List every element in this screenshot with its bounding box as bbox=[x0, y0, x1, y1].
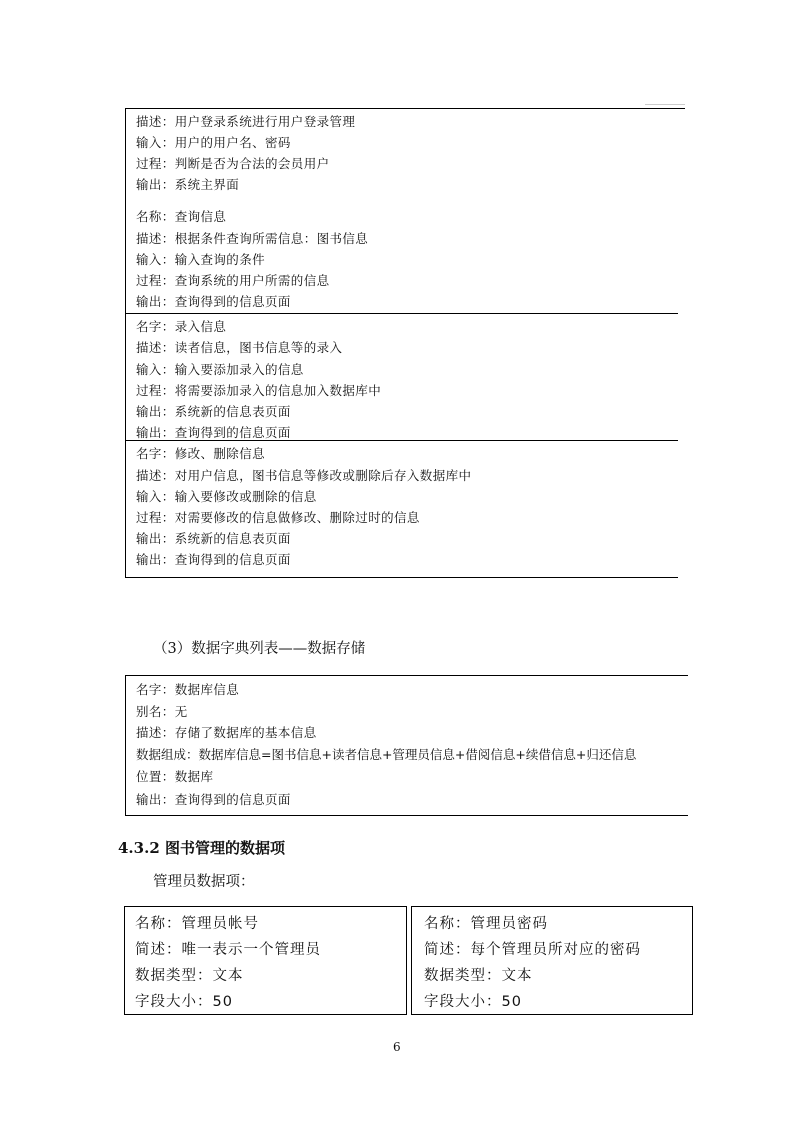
table1-line: 输出：查询得到的信息页面 bbox=[136, 294, 291, 309]
table1-line: 过程：将需要添加录入的信息加入数据库中 bbox=[136, 383, 382, 398]
table1-divider-1 bbox=[125, 313, 678, 314]
table1-top-shadow bbox=[645, 104, 685, 105]
table2-line: 位置：数据库 bbox=[136, 769, 214, 784]
table1-bottom-border bbox=[125, 577, 678, 578]
table1-line: 名字：修改、删除信息 bbox=[136, 446, 266, 461]
table2-line: 描述：存储了数据库的基本信息 bbox=[136, 725, 317, 740]
table2-top-border bbox=[125, 675, 688, 676]
table1-line: 输入：输入要修改或删除的信息 bbox=[136, 489, 317, 504]
table1-line: 过程：对需要修改的信息做修改、删除过时的信息 bbox=[136, 510, 420, 525]
table1-line: 输出：系统新的信息表页面 bbox=[136, 531, 291, 546]
table1-line: 过程：查询系统的用户所需的信息 bbox=[136, 273, 330, 288]
item-line: 数据类型：文本 bbox=[424, 968, 533, 984]
admin-password-item bbox=[411, 906, 693, 1015]
table1-line: 描述：读者信息，图书信息等的录入 bbox=[136, 340, 343, 355]
table1-divider-2 bbox=[125, 440, 678, 441]
table1-line: 输出：查询得到的信息页面 bbox=[136, 552, 291, 567]
table1-line: 描述：用户登录系统进行用户登录管理 bbox=[136, 114, 356, 129]
table1-top-border bbox=[125, 108, 685, 109]
table1-line: 描述：根据条件查询所需信息：图书信息 bbox=[136, 231, 369, 246]
admin-account-item bbox=[124, 906, 407, 1015]
table2-left-border bbox=[125, 675, 126, 815]
table1-line: 名字：录入信息 bbox=[136, 319, 227, 334]
table1-line: 输出：系统新的信息表页面 bbox=[136, 404, 291, 419]
table2-line: 名字：数据库信息 bbox=[136, 682, 240, 697]
table1-line: 输出：查询得到的信息页面 bbox=[136, 425, 291, 440]
item-line: 名称：管理员帐号 bbox=[135, 916, 259, 932]
table2-bottom-border bbox=[125, 815, 688, 816]
data-store-caption: （3）数据字典列表——数据存储 bbox=[153, 641, 366, 657]
table1-left-border bbox=[125, 108, 126, 578]
table2-line: 输出：查询得到的信息页面 bbox=[136, 792, 291, 807]
item-line: 字段大小：50 bbox=[135, 994, 233, 1010]
table1-line: 过程：判断是否为合法的会员用户 bbox=[136, 156, 330, 171]
table1-line: 名称：查询信息 bbox=[136, 209, 227, 224]
table1-line: 输入：输入查询的条件 bbox=[136, 252, 266, 267]
table1-line: 输入：用户的用户名、密码 bbox=[136, 135, 291, 150]
section-heading: 4.3.2 图书管理的数据项 bbox=[118, 839, 285, 857]
table2-line: 数据组成：数据库信息=图书信息+读者信息+管理员信息+借阅信息+续借信息+归还信息 bbox=[136, 747, 637, 762]
item-line: 简述：每个管理员所对应的密码 bbox=[424, 942, 641, 958]
table1-line: 输入：输入要添加录入的信息 bbox=[136, 362, 304, 377]
subheading: 管理员数据项： bbox=[153, 874, 255, 890]
table1-line: 输出：系统主界面 bbox=[136, 177, 240, 192]
item-line: 数据类型：文本 bbox=[135, 968, 244, 984]
page-number: 6 bbox=[393, 1040, 401, 1054]
table2-line: 别名：无 bbox=[136, 704, 188, 719]
item-line: 字段大小：50 bbox=[424, 994, 522, 1010]
table1-line: 描述：对用户信息，图书信息等修改或删除后存入数据库中 bbox=[136, 468, 472, 483]
item-line: 简述：唯一表示一个管理员 bbox=[135, 942, 321, 958]
item-line: 名称：管理员密码 bbox=[424, 916, 548, 932]
